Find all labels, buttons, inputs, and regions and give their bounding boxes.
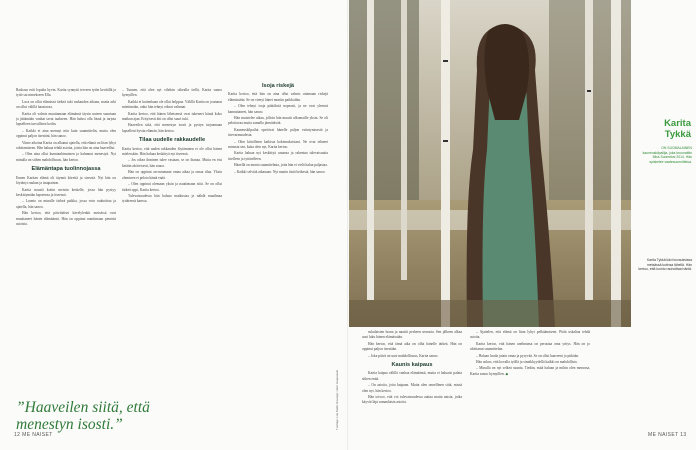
paragraph: Kauneuskilpailut opettivat hänelle paljon esiintymisestä ja itsevarmuudesta.	[228, 127, 328, 138]
paragraph: – Tunnen, että olen nyt vihdoin oikealla tiellä, Karita sanoo hymyillen.	[122, 88, 222, 98]
subhead: Kaunis kaipaus	[391, 362, 433, 369]
paragraph: Haaveilen siitä, että menestyn isosti ja pystyn tarjoamaan lapselleni hyvän elämän, hän kertoo.	[122, 123, 222, 133]
paragraph: Hän toivoo, että voi tulevaisuudessa auttaa muita naisia, jotka käyvät läpi samanlaisia asioita.	[362, 395, 462, 405]
body-column-3	[228, 80, 328, 420]
paragraph: sukulaisten luona ja nauttii perheen seurasta. Sen jälkeen alkaa uusi luku hänen elämässään.	[362, 330, 462, 340]
paragraph: Karita oli valmis muuttamaan elämänsä täysin uuteen suuntaan ja jättämään vanhat tavat taakseen. Hän halusi olla läsnä ja tarjota lapselleen turvallisen kodin.	[16, 111, 116, 127]
paragraph: Karita kertoo, että hänen unelmansa on perustaa oma yritys. Hän on jo aloittanut suunnittelun.	[470, 341, 590, 352]
paragraph: Karita kaipaa välillä vanhaa elämäänsä, mutta ei haluaisi palata siihen enää.	[362, 371, 462, 381]
person-bio: ON SUOMALAINEN kauneuskilpailija, joka kruunattiin Miss Suomeksi 2014. Hän opiskelee vaatesuunnittelua.	[642, 146, 692, 164]
paragraph: Karita kertoo, että hänen läheisensä ovat tukeneet häntä koko matkan ajan. Erityisesti äiti on ollut suuri tuki.	[122, 111, 222, 122]
body-column-1	[16, 88, 116, 384]
paragraph: – Joka päivä on uusi mahdollisuus, Karita sanoo.	[368, 353, 439, 358]
paragraph: – Olen aina ollut kunnianhimoinen ja halunnut menestyä. Nyt minulla on siihen mahdollisuus, hän kertoo.	[16, 152, 116, 162]
paragraph: Hän uskoo, että kovalla työllä ja sinnikkyydellä kaikki on mahdollista.	[476, 360, 578, 365]
paragraph: – Kaikki ei aina mennyt niin kuin suunnittelin, mutta olen oppinut paljon itsestäni, hän sanoo.	[16, 128, 116, 139]
paragraph: – Jos oikea ihminen tulee vastaan, se on ihanaa. Mutta en etsi ketään aktiivisesti, hän sanoo.	[122, 158, 222, 168]
paragraph: – Haluan luoda jotain omaa ja pysyvää. Se on ollut haaveeni jo pitkään.	[476, 353, 579, 358]
paragraph: Karita muutti kotiin metsän keskelle, jossa hän pystyy keskittymään lapseensa ja itseensä.	[16, 187, 116, 197]
end-mark-icon: ◆	[505, 371, 509, 376]
paragraph: – Kaikki selviää aikanaan. Nyt nautin tästä hetkestä, hän sanoo.	[234, 169, 326, 174]
pull-quote: ”Haaveilen siitä, että menestyn isosti.”	[16, 399, 150, 433]
subhead: Elämäntapa tuolinnojassa	[31, 166, 101, 173]
right-column-2	[470, 330, 590, 430]
paragraph: Kaikki ei kuitenkaan ole ollut helppoa. Välillä Karita on joutunut miettimään, onko hän tehnyt oikeat valinnat.	[122, 99, 222, 110]
subhead: Isoja riskejä	[261, 83, 295, 89]
paragraph-text: – Minulla on nyt selkeä suunta. Tiedän, mitä haluan ja mihin olen menossa, Karita sanoo hymyillen.	[470, 366, 590, 376]
portrait-photo	[349, 0, 631, 327]
photo-caption: Karita Tykkä kävi kuvauksissa metsässä kotinsa lähellä. Hän kertoo, että luonto rauhoittaa häntä.	[638, 258, 692, 272]
paragraph: Hän kertoo, että tämä aika on ollut hänelle tärkeä. Hän on oppinut paljon itsestään.	[362, 341, 462, 352]
paragraph: – Olen tehnyt isoja päätöksiä nopeasti, ja ne ovat yleensä kannattaneet, hän sanoo.	[228, 104, 328, 114]
body-column-2	[122, 88, 222, 428]
col1-paragraphs	[16, 88, 116, 163]
paragraph: Viime aikoina Karita on alkanut ajatella, että elämä on liian lyhyt odottamiseen. Hän haluaa tehdä asioita, joista hän on aina haaveillut.	[16, 140, 116, 151]
paragraph: Raskaus esiti lopulta hyvin. Karita synnytti terveen tytön keväällä ja tyttö sai nimekseen Ella.	[16, 88, 116, 98]
paragraph: Hänellä on monia suunnitelmia, joita hän ei vielä halua paljastaa.	[234, 163, 328, 168]
paragraph: Ennen Karitan elämä oli täynnä kiirettä ja stressiä. Nyt hän on löytänyt rauhan ja tasapainon.	[16, 175, 116, 186]
page-number-right: ME NAISET 13	[648, 432, 687, 438]
paragraph: – Olen oppinut olemaan yksin ja nauttimaan siitä. Se on ollut tärkeä oppi, Karita kertoo.	[122, 182, 222, 192]
paragraph: Karita kertoo, että hän on aina ollut valmis ottamaan riskejä elämässään. Se on vienyt hänet moniin paikkoihin.	[228, 92, 328, 102]
paragraph: – On asioita, joita kaipaan. Mutta olen onnellinen siitä, missä olen nyt, hän kertoo.	[362, 383, 462, 393]
paragraph: – Luonto on minulle tärkeä paikka, jossa voin rauhoittua ja ajatella, hän sanoo.	[16, 199, 116, 209]
paragraph: Hän kertoo, että päivittäiset kävelylenkit metsässä ovat muuttaneet hänen elämäänsä. Hän on oppinut nauttimaan pienistä asioista.	[16, 211, 116, 226]
forest-scene-image	[349, 0, 631, 327]
paragraph: Karita haluaa nyt keskittyä uraansa ja rakentaa tulevaisuutta itselleen ja tyttärelleen.	[228, 151, 328, 161]
photo-credit: Tuottaja: Liia Kallio Kuvaaja: Harri Haapasalo	[335, 369, 339, 430]
paragraph: Luca on ollut elämässä tärkeä tuki raskauden aikana, mutta arki on ollut välillä haastavaa.	[16, 99, 116, 110]
paragraph: Tulevaisuudessa hän haluaa matkustaa ja nähdä maailmaa tyttärensä kanssa.	[122, 193, 222, 204]
page-number-left: 12 ME NAISET	[14, 432, 53, 438]
subhead: Tilaa uudelle rakkaudelle	[138, 137, 206, 144]
person-name: Karita Tykkä	[664, 118, 691, 140]
right-column-1	[362, 330, 462, 430]
paragraph	[470, 366, 590, 377]
paragraph: – Ajattelen, että elämä on liian lyhyt pelkäämiseen. Pitää uskaltaa tehdä asioita.	[470, 330, 590, 340]
paragraph: Hän on oppinut arvostamaan omaa aikaa ja omaa tilaa. Yksin oleminen ei pelota häntä enää.	[122, 170, 222, 180]
paragraph: Hän muistelee aikaa, jolloin hän muutti ulkomaille yksin. Se oli pelottavaa mutta samalla jännittävää.	[228, 116, 328, 126]
paragraph: – Olen kiitollinen kaikista kokemuksistani. Ne ovat tehneet minusta sen, kuka olen nyt, Karita kertoo.	[228, 139, 328, 150]
paragraph: Karita kertoo, että uuden rakkauden löytäminen ei ole ollut hänen mielessään. Hän haluaa keskittyä nyt itseensä.	[122, 146, 222, 157]
